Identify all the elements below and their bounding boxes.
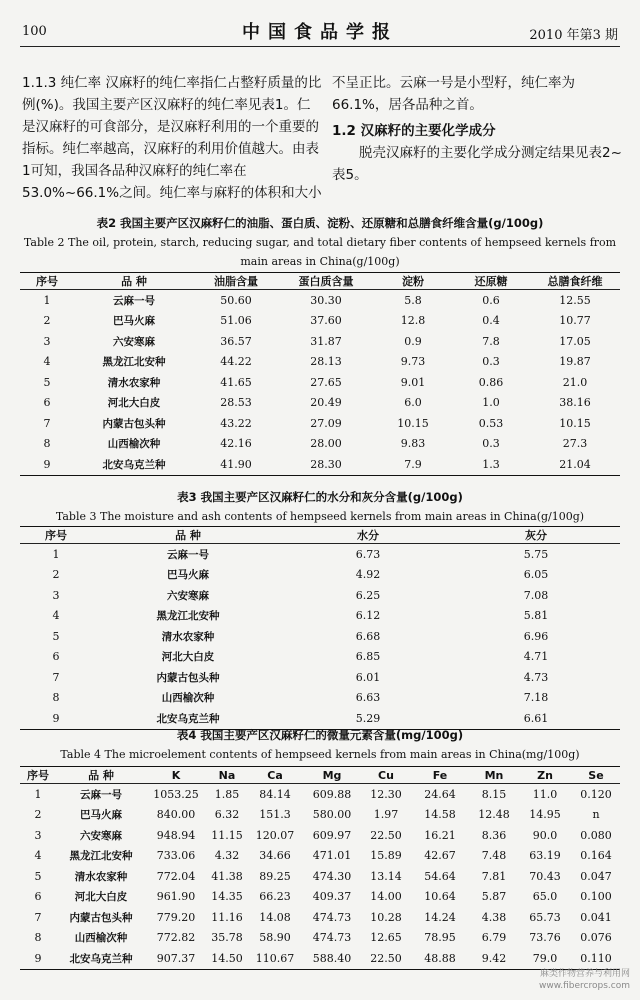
value-cell: 21.0 [562,375,588,389]
value-cell: 27.09 [310,416,342,430]
section-heading: 1.2 汉麻籽的主要化学成分 [332,123,496,139]
value-cell: 12.30 [370,787,402,801]
column-header: Mn [470,767,518,784]
column-header: 淀粉 [374,273,452,290]
row-index: 1 [43,293,51,307]
value-cell: 6.32 [214,808,240,822]
row-index: 5 [34,869,42,883]
column-header: Ca [248,767,302,784]
value-cell: 35.78 [211,931,243,945]
value-cell: 110.67 [248,948,302,969]
value-cell: 474.73 [312,931,352,945]
value-cell: 73.76 [529,931,561,945]
row-index: 5 [52,629,60,643]
value-cell: 70.43 [529,869,561,883]
value-cell: 7.81 [481,869,507,883]
row-index: 1 [34,787,42,801]
value-cell: 6.01 [355,670,381,684]
value-cell: 4.73 [523,670,549,684]
value-cell: 27.3 [562,437,588,451]
column-header: 序号 [20,527,92,544]
value-cell: 1.97 [373,808,399,822]
value-cell: 63.19 [529,849,561,863]
table-row [20,311,620,332]
value-cell: 43.22 [220,416,252,430]
value-cell: 4.32 [214,849,240,863]
value-cell: 10.15 [559,416,591,430]
value-cell: 5.29 [284,708,452,729]
column-header: 总膳食纤维 [530,273,620,290]
variety-name: 巴马火麻 [167,569,209,582]
variety-name: 云麻一号 [113,294,155,307]
row-index: 9 [20,948,56,969]
column-header: Mg [302,767,362,784]
header-rule [20,46,620,47]
paragraph: 1.1.3 纯仁率 汉麻籽的纯仁率指仁占整籽质量的比例(%)。我国主要产区汉麻籽的纯仁率见表1。仁是汉麻籽的可食部分，是汉麻籽利用的一个重要的指标。纯仁率越高，汉麻籽的利用价值越大。由表1可知，我国各品种汉麻籽的纯仁率在53.0%~66.1%之间。纯仁率与麻籽的体积和大小 [22,75,322,201]
column-header: Fe [410,767,470,784]
value-cell: 38.16 [559,396,591,410]
value-cell: 16.21 [424,828,456,842]
table-header-row [20,527,620,544]
value-cell: 28.13 [310,355,342,369]
value-cell: 14.95 [529,808,561,822]
row-index: 6 [43,396,51,410]
column-header: 灰分 [452,527,620,544]
table4-caption-cn: 表4 我国主要产区汉麻籽仁的微量元素含量(mg/100g) [176,728,464,742]
value-cell: 6.96 [523,629,549,643]
value-cell: 7.8 [482,334,500,348]
column-header: 水分 [284,527,452,544]
value-cell: 41.38 [211,869,243,883]
column-header: K [146,767,206,784]
value-cell: 10.77 [559,314,591,328]
value-cell: 58.90 [259,931,291,945]
value-cell: 772.82 [156,931,196,945]
value-cell: 22.50 [362,948,410,969]
value-cell: 779.20 [156,910,196,924]
value-cell: 772.04 [156,869,196,883]
table-row [20,846,620,867]
value-cell: 474.30 [312,869,352,883]
column-header: 油脂含量 [194,273,278,290]
row-index: 5 [43,375,51,389]
value-cell: 66.23 [259,890,291,904]
table-row [20,887,620,908]
row-index: 8 [52,691,60,705]
table-row [20,667,620,688]
value-cell: 11.15 [211,828,243,842]
value-cell: 8.15 [481,787,507,801]
variety-name: 山西榆次种 [107,438,161,451]
value-cell: 4.71 [523,650,549,664]
value-cell: 0.041 [580,910,612,924]
value-cell: 471.01 [312,849,352,863]
value-cell: 6.61 [452,708,620,729]
table2-caption-cn: 表2 我国主要产区汉麻籽仁的油脂、蛋白质、淀粉、还原糖和总膳食纤维含量(g/100g) [96,216,544,230]
value-cell: 0.4 [482,314,500,328]
table3-caption-cn: 表3 我国主要产区汉麻籽仁的水分和灰分含量(g/100g) [177,490,463,504]
column-header: Cu [362,767,410,784]
variety-name: 黑龙江北安种 [156,610,220,623]
table2-caption-en: Table 2 The oil, protein, starch, reducing sugar, and total dietary fiber contents of hempseed kernels from main areas in China(g/100g) [23,236,617,268]
table-row [20,825,620,846]
value-cell: 9.42 [470,948,518,969]
value-cell: 907.37 [146,948,206,969]
column-header: 品 种 [74,273,194,290]
value-cell: 0.120 [580,787,612,801]
value-cell: 28.53 [220,396,252,410]
variety-name: 黑龙江北安种 [102,356,166,369]
value-cell: 9.83 [400,437,426,451]
variety-name: 黑龙江北安种 [69,850,133,863]
page-number: 100 [22,24,47,39]
value-cell: 0.9 [404,334,422,348]
value-cell: 6.25 [355,588,381,602]
issue-label: 2010 年第3 期 [529,28,618,43]
table-row [20,331,620,352]
value-cell: 14.58 [424,808,456,822]
table2-caption [20,214,620,271]
variety-name: 北安乌克兰种 [74,454,194,475]
value-cell: 11.0 [532,787,558,801]
right-column [332,72,622,186]
variety-name: 清水农家种 [107,376,161,389]
variety-name: 河北大白皮 [107,397,161,410]
column-header: Se [572,767,620,784]
value-cell: 948.94 [156,828,196,842]
value-cell: 7.08 [523,588,549,602]
variety-name: 内蒙古包头种 [69,911,133,924]
value-cell: 42.16 [220,437,252,451]
table3-caption [20,488,620,526]
value-cell: 0.047 [580,869,612,883]
value-cell: 580.00 [312,808,352,822]
value-cell: 6.79 [481,931,507,945]
value-cell: 1.85 [214,787,240,801]
value-cell: 0.110 [572,948,620,969]
table-row [20,454,620,475]
value-cell: 90.0 [532,828,558,842]
value-cell: 41.90 [194,454,278,475]
column-header: Na [206,767,248,784]
value-cell: 11.16 [211,910,243,924]
value-cell: n [592,808,600,822]
variety-name: 巴马火麻 [80,809,122,822]
table-row [20,352,620,373]
value-cell: 6.68 [355,629,381,643]
variety-name: 清水农家种 [74,870,128,883]
table3-caption-en: Table 3 The moisture and ash contents of hempseed kernels from main areas in China(g/100g) [55,510,585,523]
row-index: 3 [52,588,60,602]
row-index: 4 [52,609,60,623]
value-cell: 41.65 [220,375,252,389]
value-cell: 14.08 [259,910,291,924]
value-cell: 14.24 [424,910,456,924]
variety-name: 云麻一号 [167,548,209,561]
table-row [20,928,620,949]
row-index: 9 [20,708,92,729]
value-cell: 1053.25 [153,787,199,801]
value-cell: 65.0 [532,890,558,904]
value-cell: 84.14 [259,787,291,801]
variety-name: 六安寒麻 [167,589,209,602]
value-cell: 0.53 [478,416,504,430]
value-cell: 961.90 [156,890,196,904]
left-column [22,72,322,204]
value-cell: 0.6 [482,293,500,307]
table-row [20,290,620,311]
table-header-row [20,767,620,784]
value-cell: 10.15 [397,416,429,430]
value-cell: 51.06 [220,314,252,328]
value-cell: 65.73 [529,910,561,924]
value-cell: 4.92 [355,568,381,582]
row-index: 9 [20,454,74,475]
table-row [20,565,620,586]
variety-name: 内蒙古包头种 [102,417,166,430]
row-index: 4 [43,355,51,369]
value-cell: 0.3 [482,355,500,369]
variety-name: 山西榆次种 [74,932,128,945]
value-cell: 14.50 [206,948,248,969]
value-cell: 0.86 [478,375,504,389]
value-cell: 609.97 [312,828,352,842]
value-cell: 37.60 [310,314,342,328]
variety-name: 六安寒麻 [80,829,122,842]
value-cell: 6.85 [355,650,381,664]
value-cell: 42.67 [424,849,456,863]
value-cell: 14.00 [370,890,402,904]
value-cell: 22.50 [370,828,402,842]
table-row [20,647,620,668]
value-cell: 588.40 [302,948,362,969]
value-cell: 28.30 [278,454,374,475]
value-cell: 840.00 [156,808,196,822]
value-cell: 733.06 [156,849,196,863]
value-cell: 30.30 [310,293,342,307]
table4-caption-en: Table 4 The microelement contents of hempseed kernels from main areas in China(mg/100g) [60,748,580,761]
value-cell: 9.01 [400,375,426,389]
value-cell: 36.57 [220,334,252,348]
value-cell: 50.60 [220,293,252,307]
value-cell: 79.0 [518,948,572,969]
variety-name: 云麻一号 [80,788,122,801]
journal-title: 中国食品学报 [242,22,398,43]
value-cell: 6.63 [355,691,381,705]
row-index: 8 [43,437,51,451]
value-cell: 6.12 [355,609,381,623]
table-row [20,544,620,565]
value-cell: 5.8 [404,293,422,307]
variety-name: 河北大白皮 [161,651,215,664]
value-cell: 0.100 [580,890,612,904]
column-header: 品 种 [56,767,146,784]
table-row [20,413,620,434]
column-header: 还原糖 [452,273,530,290]
value-cell: 21.04 [530,454,620,475]
value-cell: 10.28 [370,910,402,924]
table-row [20,688,620,709]
value-cell: 12.65 [370,931,402,945]
value-cell: 12.55 [559,293,591,307]
value-cell: 5.75 [523,547,549,561]
variety-name: 内蒙古包头种 [156,671,220,684]
table-row [20,393,620,414]
value-cell: 1.3 [452,454,530,475]
table2 [20,272,620,476]
column-header: Zn [518,767,572,784]
variety-name: 山西榆次种 [161,692,215,705]
value-cell: 474.73 [312,910,352,924]
value-cell: 17.05 [559,334,591,348]
value-cell: 27.65 [310,375,342,389]
value-cell: 7.48 [481,849,507,863]
value-cell: 20.49 [310,396,342,410]
watermark: 麻类作物营养与利用网 www.fibercrops.com [539,969,630,991]
table4-caption [20,726,620,764]
value-cell: 89.25 [259,869,291,883]
column-header: 序号 [20,767,56,784]
value-cell: 5.81 [523,609,549,623]
table-row [20,866,620,887]
row-index: 8 [34,931,42,945]
row-index: 4 [34,849,42,863]
row-index: 7 [34,910,42,924]
variety-name: 六安寒麻 [113,335,155,348]
row-index: 2 [34,808,42,822]
value-cell: 609.88 [312,787,352,801]
value-cell: 0.076 [580,931,612,945]
value-cell: 24.64 [424,787,456,801]
table3 [20,526,620,730]
value-cell: 151.3 [259,808,291,822]
value-cell: 0.3 [482,437,500,451]
paragraph: 不呈正比。云麻一号是小型籽，纯仁率为66.1%，居各品种之首。 [332,75,575,113]
value-cell: 14.35 [211,890,243,904]
value-cell: 48.88 [410,948,470,969]
variety-name: 北安乌克兰种 [56,948,146,969]
variety-name: 北安乌克兰种 [92,708,284,729]
value-cell: 12.48 [478,808,510,822]
value-cell: 78.95 [424,931,456,945]
value-cell: 31.87 [310,334,342,348]
row-index: 7 [52,670,60,684]
table-row [20,434,620,455]
value-cell: 7.9 [374,454,452,475]
value-cell: 15.89 [370,849,402,863]
value-cell: 409.37 [312,890,352,904]
table-row [20,626,620,647]
value-cell: 19.87 [559,355,591,369]
column-header: 蛋白质含量 [278,273,374,290]
value-cell: 4.38 [481,910,507,924]
table-row [20,948,620,969]
page-header [0,18,640,44]
value-cell: 6.0 [404,396,422,410]
row-index: 3 [43,334,51,348]
table4 [20,766,620,970]
value-cell: 12.8 [400,314,426,328]
variety-name: 清水农家种 [161,630,215,643]
table-header-row [20,273,620,290]
table-row [20,372,620,393]
variety-name: 河北大白皮 [74,891,128,904]
paragraph: 脱壳汉麻籽的主要化学成分测定结果见表2~表5。 [332,145,622,183]
row-index: 2 [52,568,60,582]
table-row [20,805,620,826]
row-index: 1 [52,547,60,561]
value-cell: 1.0 [482,396,500,410]
row-index: 2 [43,314,51,328]
variety-name: 巴马火麻 [113,315,155,328]
value-cell: 9.73 [400,355,426,369]
row-index: 6 [52,650,60,664]
value-cell: 34.66 [259,849,291,863]
value-cell: 6.05 [523,568,549,582]
table-row [20,784,620,805]
value-cell: 8.36 [481,828,507,842]
row-index: 6 [34,890,42,904]
column-header: 品 种 [92,527,284,544]
value-cell: 28.00 [310,437,342,451]
value-cell: 13.14 [370,869,402,883]
value-cell: 6.73 [355,547,381,561]
value-cell: 44.22 [220,355,252,369]
table-row [20,606,620,627]
value-cell: 7.18 [523,691,549,705]
value-cell: 0.164 [580,849,612,863]
value-cell: 120.07 [255,828,295,842]
value-cell: 54.64 [424,869,456,883]
value-cell: 10.64 [424,890,456,904]
value-cell: 5.87 [481,890,507,904]
row-index: 3 [34,828,42,842]
table-row [20,585,620,606]
column-header: 序号 [20,273,74,290]
table-row [20,907,620,928]
row-index: 7 [43,416,51,430]
value-cell: 0.080 [580,828,612,842]
